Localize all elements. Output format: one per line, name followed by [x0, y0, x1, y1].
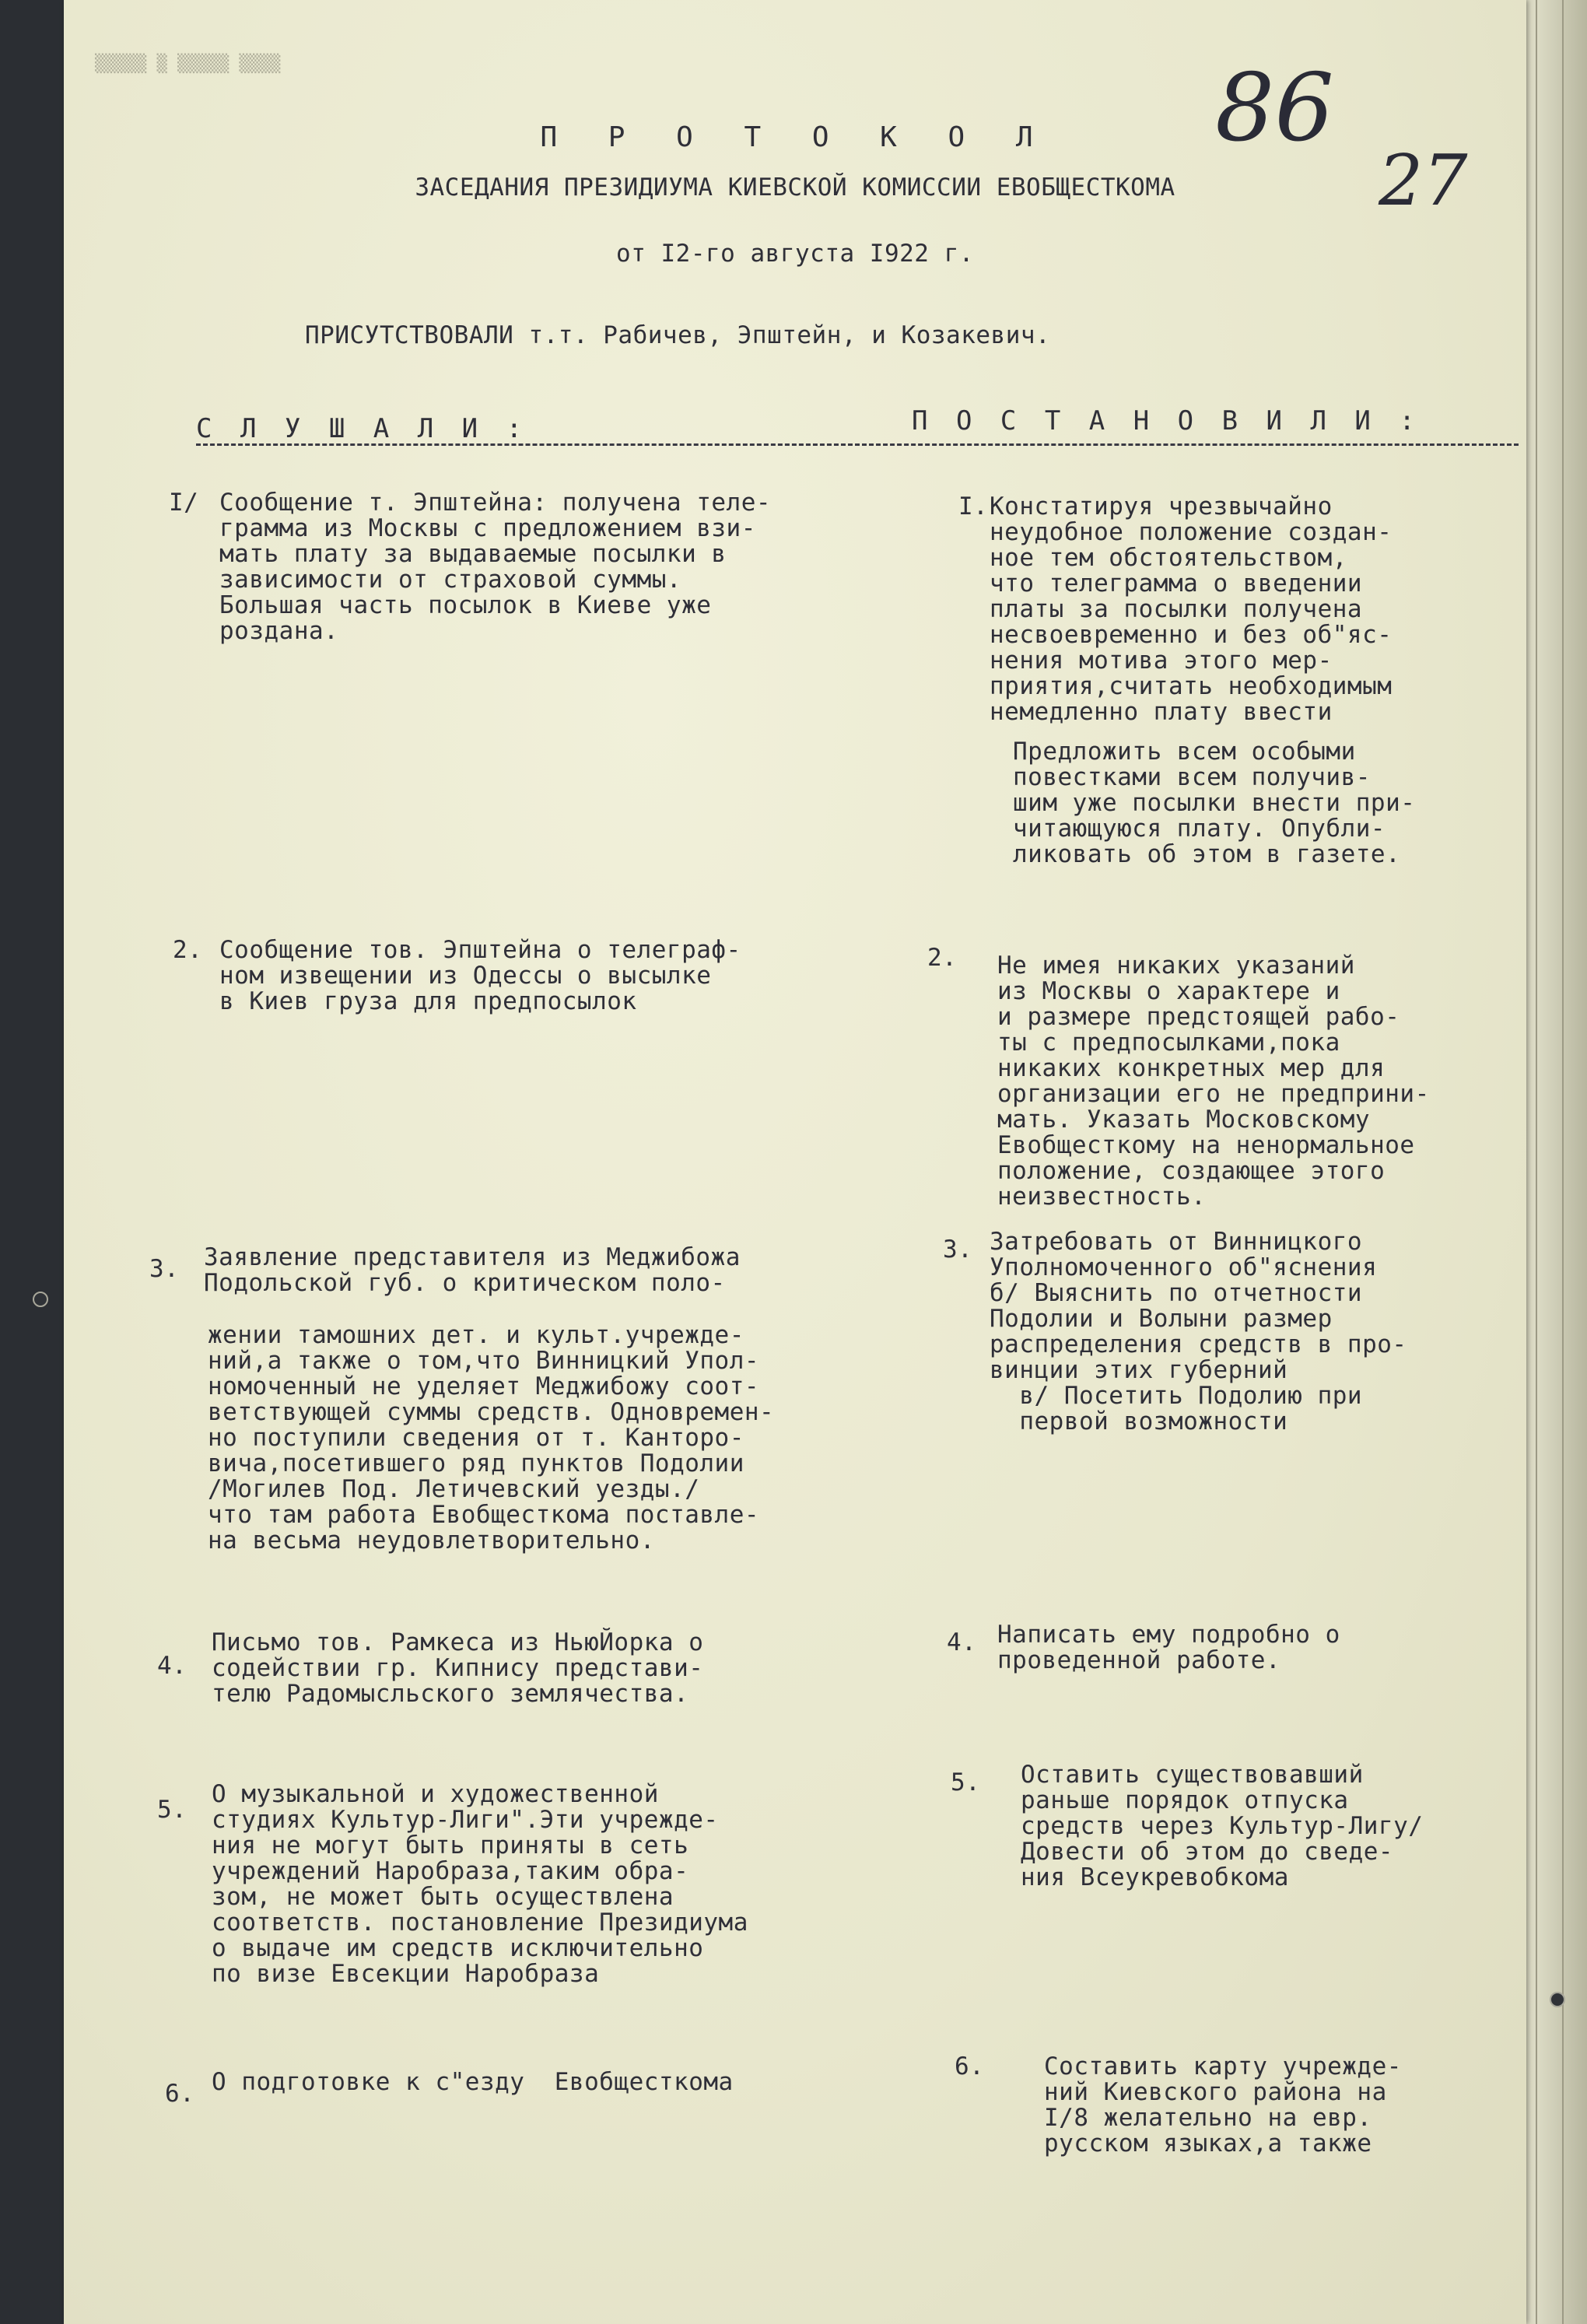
- item-1-resolved-text-2: Предложить всем особыми повестками всем получив- шим уже посылки внести при- читающуюся плату. Опубли- ликовать об этом в газете.: [1013, 738, 1416, 868]
- item-4-resolved-number: 4.: [947, 1628, 977, 1656]
- item-6-heard-number: 6.: [165, 2080, 195, 2108]
- item-5-resolved-text: Оставить существовавший раньше порядок отпуска средств через Культур-Лигу/ Довести об этом до сведе- ния Всеукревобкома: [1021, 1761, 1424, 1891]
- item-2-heard-number: 2.: [173, 936, 203, 964]
- item-4-resolved-text: Написать ему подробно о проведенной работе.: [997, 1621, 1340, 1674]
- item-5-heard-number: 5.: [157, 1796, 187, 1824]
- item-6-resolved-text: Составить карту учрежде- ний Киевского района на I/8 желательно на евр. русском языках,а также: [1044, 2052, 1402, 2157]
- handwritten-page-number-2: 27: [1379, 140, 1468, 222]
- item-5-resolved-number: 5.: [951, 1768, 981, 1796]
- document-title: П Р О Т О К О Л: [540, 121, 1050, 153]
- binder-hole: [1550, 1992, 1565, 2007]
- item-2-heard-text: Сообщение тов. Эпштейна о телеграф- ном извещении из Одессы о высылке в Киев груза для предпосылок: [219, 936, 741, 1015]
- document-date: от I2-го августа I922 г.: [616, 240, 974, 268]
- item-3-heard-number: 3.: [149, 1255, 180, 1283]
- item-3-heard-text-2: жении тамошних дет. и культ.учрежде- ний,а также о том,что Винницкий Упол- номоченный не уделяет Меджибожу соот- ветствующей суммы средств. Одновремен- но поступили сведения от т. Канторо- вича,посетившего ряд пунктов Подолии /Могилев Под. Летичевский уезды./ что там работа Евобщесткома поставле- на весьма неудовлетворительно.: [208, 1321, 775, 1555]
- item-3-resolved-number: 3.: [943, 1236, 973, 1264]
- item-1-resolved-text: Констатируя чрезвычайно неудобное положение создан- ное тем обстоятельством, что телеграмма о введении платы за посылки получена несвоевременно и без об"яс- нения мотива этого мер- приятия,считать необходимым немедленно плату ввести: [990, 492, 1393, 726]
- item-3-heard-text: Заявление представителя из Меджибожа Подольской губ. о критическом поло-: [204, 1243, 741, 1297]
- column-heading-divider: [196, 443, 1519, 446]
- item-4-heard-text: Письмо тов. Рамкеса из НьюЙорка о содействии гр. Кипнису представи- телю Радомысльского землячества.: [212, 1628, 704, 1708]
- document-page: [64, 0, 1526, 2324]
- column-heading-heard: С Л У Ш А Л И :: [196, 413, 529, 444]
- item-1-resolved-number: I.: [958, 492, 989, 521]
- item-1-heard-text: Сообщение т. Эпштейна: получена теле- грамма из Москвы с предложением взи- мать плату за выдаваемые посылки в зависимости от страховой суммы. Большая часть посылок в Киеве уже роздана.: [219, 489, 772, 645]
- handwritten-page-number: 86: [1215, 54, 1334, 163]
- item-2-resolved-text: Не имея никаких указаний из Москвы о характере и и размере предстоящей рабо- ты с предпосылками,пока никаких конкретных мер для организации его не предприни- мать. Указать Московскому Евобщесткому на ненормальное положение, создающее этого неизвестность.: [997, 952, 1430, 1211]
- item-5-heard-text: О музыкальной и художественной студиях Культур-Лиги".Эти учрежде- ния не могут быть приняты в сеть учреждений Наробраза,таким обра- зом, не может быть осуществлена соответств. постановление Президиума о выдаче им средств исключительно по визе Евсекции Наробраза: [212, 1780, 748, 1988]
- item-6-heard-text: О подготовке к с"езду Евобщесткома: [212, 2068, 734, 2096]
- column-heading-resolved: П О С Т А Н О В И Л И :: [912, 405, 1421, 436]
- item-6-resolved-number: 6.: [955, 2052, 985, 2080]
- item-1-heard-number: I/: [169, 489, 199, 517]
- item-3-resolved-text: Затребовать от Винницкого Уполномоченного об"яснения б/ Выяснить по отчетности Подолии и Волыни размер распределения средств в про- винции этих губерний в/ Посетить Подолию при первой возможности: [990, 1228, 1407, 1435]
- present-line: ПРИСУТСТВОВАЛИ т.т. Рабичев, Эпштейн, и Козакевич.: [305, 321, 1051, 349]
- item-4-heard-number: 4.: [157, 1652, 187, 1680]
- document-subtitle: ЗАСЕДАНИЯ ПРЕЗИДИУМА КИЕВСКОЙ КОМИССИИ ЕВОБЩЕСТКОМА: [415, 174, 1175, 202]
- item-2-resolved-number: 2.: [927, 944, 958, 972]
- binder-hole: [33, 1292, 48, 1307]
- bleed-through-text: ▒▒▒▒▒ ▒ ▒▒▒▒▒ ▒▒▒▒: [95, 54, 281, 74]
